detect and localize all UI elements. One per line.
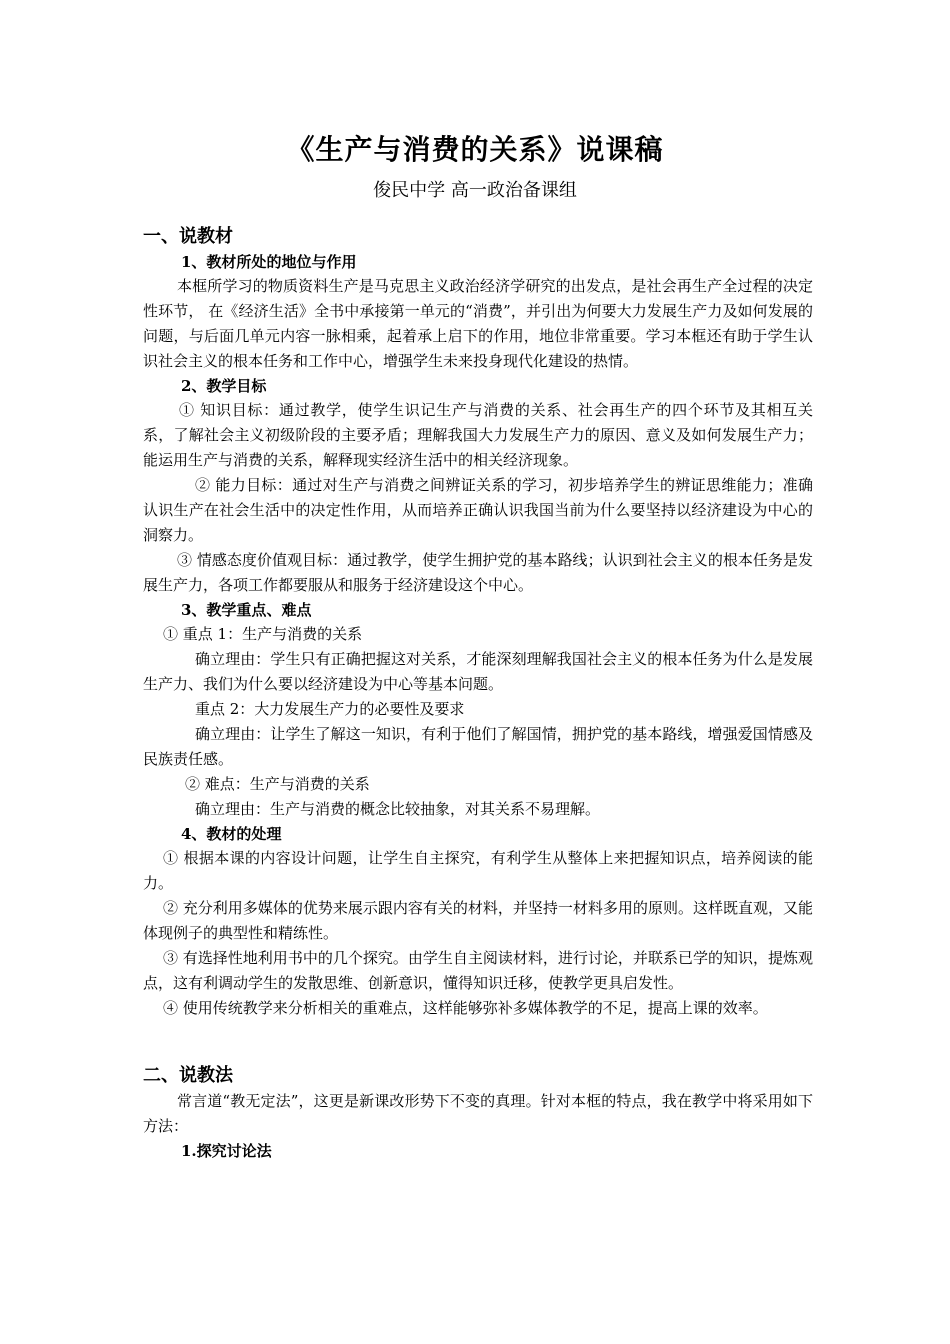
paragraph: ② 难点：生产与消费的关系 bbox=[185, 775, 370, 793]
subsection-heading: 1、教材所处的地位与作用 bbox=[181, 253, 357, 271]
subsection-heading: 3、教学重点、难点 bbox=[181, 601, 312, 619]
paragraph: 确立理由：让学生了解这一知识，有利于他们了解国情，拥护党的基本路线，增强爱国情感及民族责任感。 bbox=[143, 725, 813, 768]
paragraph: ① 知识目标：通过教学，使学生识记生产与消费的关系、社会再生产的四个环节及其相互关系，了解社会主义初级阶段的主要矛盾；理解我国大力发展生产力的原因、意义及如何发展生产力；能运用生产与消费的关系，解释现实经济生活中的相关经济现象。 bbox=[143, 401, 813, 469]
subsection-heading: 2、教学目标 bbox=[181, 377, 267, 395]
paragraph: 确立理由：学生只有正确把握这对关系，才能深刻理解我国社会主义的根本任务为什么是发展生产力、我们为什么要以经济建设为中心等基本问题。 bbox=[143, 650, 813, 693]
paragraph: ④ 使用传统教学来分析相关的重难点，这样能够弥补多媒体教学的不足，提高上课的效率。 bbox=[163, 999, 768, 1017]
paragraph: ① 根据本课的内容设计问题，让学生自主探究，有利学生从整体上来把握知识点，培养阅读的能力。 bbox=[143, 849, 813, 892]
paragraph: ② 充分利用多媒体的优势来展示跟内容有关的材料，并坚持一材料多用的原则。这样既直观，又能体现例子的典型性和精练性。 bbox=[143, 899, 813, 942]
document-subtitle: 俊民中学 高一政治备课组 bbox=[373, 180, 577, 201]
paragraph: ② 能力目标：通过对生产与消费之间辨证关系的学习，初步培养学生的辨证思维能力；准确认识生产在社会生活中的决定性作用，从而培养正确认识我国当前为什么要坚持以经济建设为中心的洞察力。 bbox=[143, 476, 813, 544]
section-heading: 一、说教材 bbox=[143, 226, 233, 247]
subsection-heading: 1.探究讨论法 bbox=[181, 1142, 272, 1160]
subsection-heading: 4、教材的处理 bbox=[181, 825, 282, 843]
paragraph: ① 重点 1：生产与消费的关系 bbox=[163, 625, 363, 643]
paragraph: ③ 有选择性地利用书中的几个探究。由学生自主阅读材料，进行讨论，并联系已学的知识，提炼观点，这有利调动学生的发散思维、创新意识，懂得知识迁移，使教学更具启发性。 bbox=[143, 949, 813, 992]
paragraph: 确立理由：生产与消费的概念比较抽象，对其关系不易理解。 bbox=[195, 800, 601, 818]
paragraph: 重点 2：大力发展生产力的必要性及要求 bbox=[195, 700, 465, 718]
paragraph: 常言道“教无定法”，这更是新课改形势下不变的真理。针对本框的特点，我在教学中将采用如下方法： bbox=[143, 1092, 813, 1135]
section-heading: 二、说教法 bbox=[143, 1065, 233, 1086]
paragraph: ③ 情感态度价值观目标：通过教学，使学生拥护党的基本路线；认识到社会主义的根本任务是发展生产力，各项工作都要服从和服务于经济建设这个中心。 bbox=[143, 551, 813, 594]
document-title: 《生产与消费的关系》说课稿 bbox=[286, 133, 664, 166]
paragraph: 本框所学习的物质资料生产是马克思主义政治经济学研究的出发点，是社会再生产全过程的决定性环节， 在《经济生活》全书中承接第一单元的“消费”，并引出为何要大力发展生产力及如何发展的问题，与后面几单元内容一脉相乘，起着承上启下的作用，地位非常重要。学习本框还有助于学生认识社会主义的根本任务和工作中心，增强学生未来投身现代化建设的热情。 bbox=[143, 277, 813, 370]
spacer bbox=[143, 1021, 813, 1063]
document-body bbox=[143, 224, 813, 1163]
